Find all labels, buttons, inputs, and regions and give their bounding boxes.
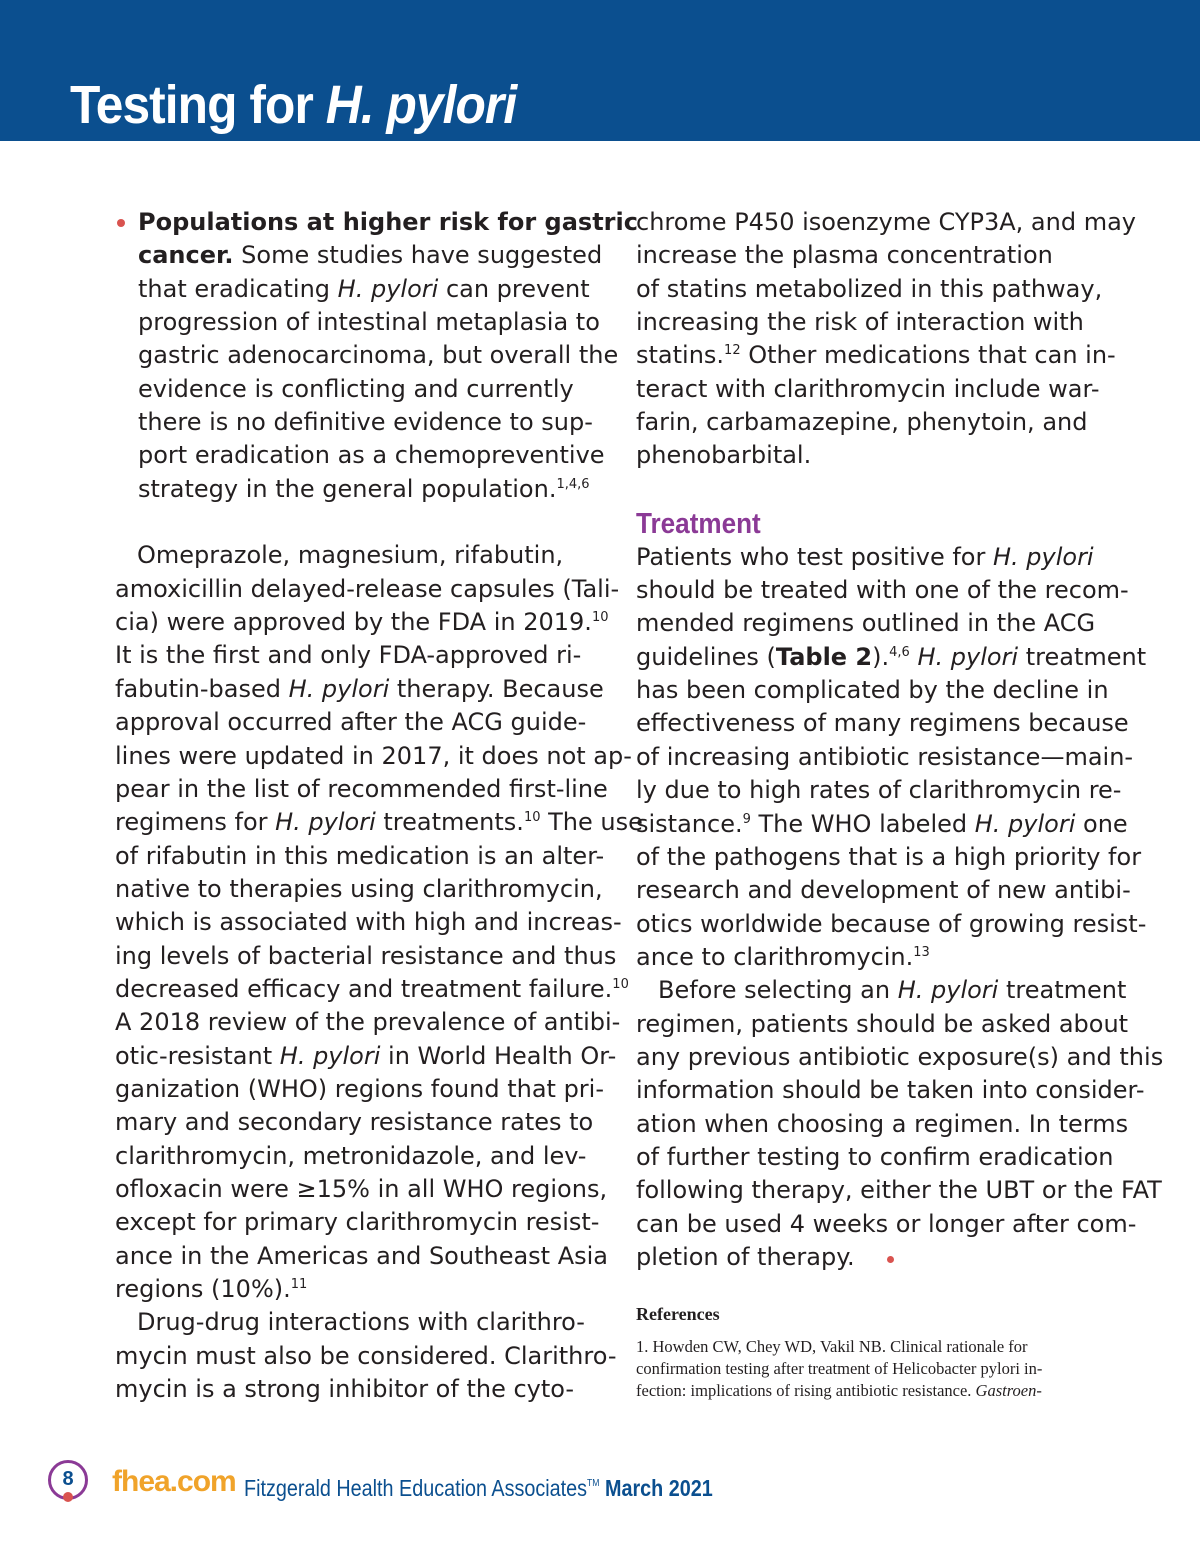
text-line: strategy in the general population.$^{1,4,6}$ bbox=[138, 474, 590, 503]
footer bbox=[48, 1460, 748, 1506]
citation: 12 bbox=[724, 343, 741, 359]
text-line: that eradicating H. pylori can prevent bbox=[138, 274, 590, 303]
text-line: mycin is a strong inhibitor of the cyto- bbox=[115, 1375, 575, 1404]
bullet-dot-icon bbox=[117, 219, 125, 227]
text-line: effectiveness of many regimens because bbox=[636, 709, 1129, 738]
text-line: pletion of therapy. bbox=[636, 1241, 1136, 1274]
site-link[interactable]: fhea.com bbox=[112, 1465, 236, 1498]
text-line: cancer. Some studies have suggested bbox=[138, 241, 603, 270]
text-line: Drug-drug interactions with clarithro- bbox=[137, 1308, 585, 1337]
reference-line: fection: implications of rising antibiotic resistance. Gastroen- bbox=[636, 1381, 1042, 1400]
text-line: mycin must also be considered. Clarithro- bbox=[115, 1341, 617, 1370]
text-line: lines were updated in 2017, it does not ap- bbox=[115, 741, 632, 770]
text-line: A 2018 review of the prevalence of antibi- bbox=[115, 1008, 621, 1037]
text-line: ly due to high rates of clarithromycin re- bbox=[636, 776, 1122, 805]
citation: 10 bbox=[591, 610, 609, 626]
section-heading-treatment: Treatment bbox=[636, 507, 761, 540]
paragraph bbox=[636, 974, 1164, 1274]
text-line: farin, carbamazepine, phenytoin, and bbox=[636, 408, 1088, 437]
text-line: except for primary clarithromycin resist- bbox=[115, 1208, 600, 1237]
text-line: amoxicillin delayed-release capsules (Tali- bbox=[115, 574, 620, 603]
text-line: fabutin-based H. pylori therapy. Because bbox=[115, 674, 604, 703]
paragraph bbox=[636, 206, 1136, 473]
text-line: any previous antibiotic exposure(s) and this bbox=[636, 1042, 1164, 1071]
text-line: regimens for H. pylori treatments.$^{10}$ The use bbox=[115, 808, 643, 837]
text-line: has been complicated by the decline in bbox=[636, 676, 1109, 705]
text-line: of statins metabolized in this pathway, bbox=[636, 274, 1103, 303]
text-line: cia) were approved by the FDA in 2019.10 bbox=[115, 608, 609, 637]
citation: 11 bbox=[290, 1277, 308, 1292]
text-line: ance to clarithromycin.$^{13}$ bbox=[636, 942, 930, 971]
reference-line: 1. Howden CW, Chey WD, Vakil NB. Clinical rationale for bbox=[636, 1337, 1028, 1356]
reference-line: confirmation testing after treatment of Helicobacter pylori in- bbox=[636, 1359, 1043, 1378]
right-column bbox=[636, 206, 1164, 1274]
text-line: information should be taken into consider- bbox=[636, 1076, 1145, 1105]
text-line: Omeprazole, magnesium, rifabutin, bbox=[137, 541, 564, 570]
text-line: progression of intestinal metaplasia to bbox=[138, 308, 600, 337]
text-line: guidelines (Table 2).$^{4,6}$ H. pylori treatment bbox=[636, 642, 1147, 671]
text-line: mary and secondary resistance rates to bbox=[115, 1108, 594, 1137]
end-of-article-dot-icon bbox=[887, 1256, 894, 1263]
citation: 9 bbox=[742, 811, 751, 827]
text-line: of increasing antibiotic resistance—main- bbox=[636, 742, 1134, 771]
text-line: clarithromycin, metronidazole, and lev- bbox=[115, 1141, 587, 1170]
text-line: otics worldwide because of growing resist- bbox=[636, 909, 1147, 938]
page-number-dot-icon bbox=[63, 1492, 73, 1502]
text-line: pear in the list of recommended first-line bbox=[115, 774, 608, 803]
text-line: ation when choosing a regimen. In terms bbox=[636, 1109, 1129, 1138]
text-line: should be treated with one of the recom- bbox=[636, 576, 1129, 605]
text-line: ing levels of bacterial resistance and thus bbox=[115, 941, 617, 970]
paragraph bbox=[115, 539, 643, 1306]
text-line: phenobarbital. bbox=[636, 441, 812, 470]
text-line: of the pathogens that is a high priority for bbox=[636, 842, 1142, 871]
citation: 10 bbox=[523, 810, 541, 826]
page-title-italic: H. pylori bbox=[325, 75, 517, 135]
references-section bbox=[636, 1302, 1126, 1402]
text-line: of rifabutin in this medication is an alter- bbox=[115, 841, 605, 870]
text-line: Patients who test positive for H. pylori bbox=[636, 542, 1094, 571]
text-line: statins.$^{12}$ Other medications that can in- bbox=[636, 341, 1116, 370]
page-number: 8 bbox=[48, 1460, 88, 1500]
text-line: regimen, patients should be asked about bbox=[636, 1009, 1129, 1038]
citation: 13 bbox=[913, 944, 930, 960]
text-line: chrome P450 isoenzyme CYP3A, and may bbox=[636, 208, 1137, 236]
text-line: teract with clarithromycin include war- bbox=[636, 374, 1100, 403]
text-line: gastric adenocarcinoma, but overall the bbox=[138, 341, 619, 370]
issue-date: March 2021 bbox=[604, 1475, 713, 1501]
text-line: of further testing to confirm eradication bbox=[636, 1142, 1114, 1171]
text-line: ofloxacin were ≥15% in all WHO regions, bbox=[115, 1174, 608, 1203]
text-line: Populations at higher risk for gastric bbox=[138, 208, 638, 236]
text-line: native to therapies using clarithromycin, bbox=[115, 874, 603, 903]
text-line: regions (10%).$^{11}$ bbox=[115, 1275, 308, 1303]
text-line: decreased efficacy and treatment failure.$^{10}$ bbox=[115, 974, 629, 1003]
text-line: following therapy, either the UBT or the FAT bbox=[636, 1176, 1162, 1205]
text-line: Before selecting an H. pylori treatment bbox=[658, 976, 1127, 1005]
text-line: which is associated with high and increas- bbox=[115, 908, 622, 937]
table-reference: Table 2 bbox=[775, 642, 873, 671]
text-line: ganization (WHO) regions found that pri- bbox=[115, 1074, 604, 1103]
bullet-item bbox=[115, 206, 638, 506]
citation: 4,6 bbox=[889, 644, 910, 660]
text-line: approval occurred after the ACG guide- bbox=[115, 708, 587, 737]
text-line: there is no definitive evidence to sup- bbox=[138, 408, 593, 437]
text-line: research and development of new antibi- bbox=[636, 876, 1131, 905]
publisher-line: Fitzgerald Health Education Associates™ March 2021 bbox=[244, 1475, 713, 1501]
text-line: mended regimens outlined in the ACG bbox=[636, 609, 1096, 638]
text-line: sistance.$^9$ The WHO labeled H. pylori one bbox=[636, 809, 1128, 838]
text-line: port eradication as a chemopreventive bbox=[138, 441, 605, 470]
left-column bbox=[115, 206, 643, 1406]
text-line: increasing the risk of interaction with bbox=[636, 308, 1084, 337]
citation: 1,4,6 bbox=[556, 476, 590, 492]
text-line: It is the first and only FDA-approved ri- bbox=[115, 641, 582, 670]
paragraph bbox=[636, 541, 1147, 974]
citation: 10 bbox=[612, 976, 629, 992]
references-title: References bbox=[636, 1304, 720, 1324]
paragraph bbox=[115, 1306, 617, 1406]
text-line: can be used 4 weeks or longer after com- bbox=[636, 1209, 1137, 1238]
text-line: evidence is conflicting and currently bbox=[138, 374, 574, 403]
text-line: ance in the Americas and Southeast Asia bbox=[115, 1241, 609, 1270]
page-title: Testing for H. pylori bbox=[70, 75, 517, 135]
text-line: increase the plasma concentration bbox=[636, 241, 1053, 270]
text-line: otic-resistant H. pylori in World Health Or- bbox=[115, 1041, 617, 1070]
